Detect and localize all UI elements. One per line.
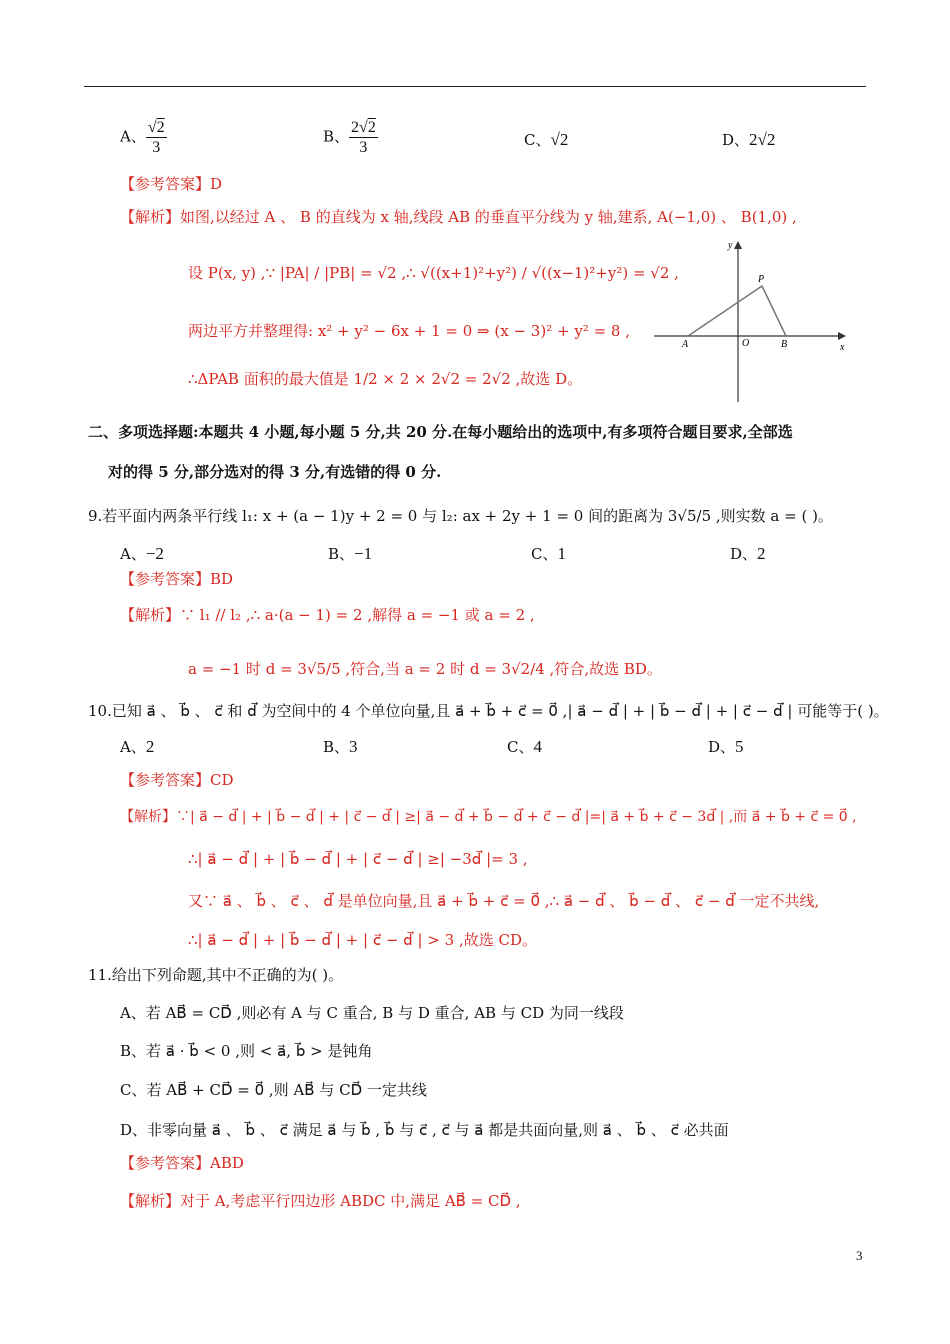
q9-option-c: C、1 — [531, 544, 566, 563]
q10-option-c: C、4 — [507, 737, 542, 756]
q8-option-b: B、 $\frac{2√2}{3}$ — [323, 119, 376, 156]
q11-answer: 【参考答案】ABD — [120, 1154, 244, 1172]
graph-b-label: B — [781, 339, 788, 350]
q9-analysis-1: 【解析】∵ l₁ // l₂ ,∴ a·(a − 1) = 2 ,解得 a = −1 或 a = 2 , — [120, 606, 535, 624]
q11-option-a: A、若 AB⃗ = CD⃗ ,则必有 A 与 C 重合, B 与 D 重合, AB 与 CD 为同一线段 — [120, 1004, 624, 1022]
q10-option-a: A、2 — [120, 737, 155, 756]
q8-analysis-1: 【解析】如图,以经过 A 、 B 的直线为 x 轴,线段 AB 的垂直平分线为 y 轴,建系, A(−1,0) 、 B(1,0) , — [120, 208, 797, 226]
y-axis-arrow — [734, 241, 742, 249]
q9-answer: 【参考答案】BD — [120, 570, 234, 588]
q9-stem: 9.若平面内两条平行线 l₁: x + (a − 1)y + 2 = 0 与 l₂: ax + 2y + 1 = 0 间的距离为 3√5/5 ,则实数 a = ( )。 — [88, 507, 833, 525]
q11-option-b: B、若 a⃗ · b⃗ < 0 ,则 < a⃗, b⃗ > 是钝角 — [120, 1042, 373, 1060]
q8-option-a-value: $\frac{√2}{3}$ — [147, 119, 165, 156]
triangle-pab — [688, 286, 786, 336]
q8-option-b-value: $\frac{2√2}{3}$ — [351, 119, 376, 156]
header-rule — [84, 86, 866, 87]
graph-o-label: O — [742, 338, 750, 349]
q10-analysis-2: ∴| a⃗ − d⃗ | + | b⃗ − d⃗ | + | c⃗ − d⃗ | ≥| −3d⃗ |= 3 , — [188, 850, 528, 868]
q10-option-d: D、5 — [708, 737, 744, 756]
q11-option-c: C、若 AB⃗ + CD⃗ = 0⃗ ,则 AB⃗ 与 CD⃗ 一定共线 — [120, 1081, 427, 1099]
q11-option-d: D、非零向量 a⃗ 、 b⃗ 、 c⃗ 满足 a⃗ 与 b⃗ , b⃗ 与 c⃗ , c⃗ 与 a⃗ 都是共面向量,则 a⃗ 、 b⃗ 、 c⃗ 必共面 — [120, 1121, 729, 1139]
q9-option-d: D、2 — [730, 544, 766, 563]
graph-y-label: y — [728, 240, 733, 251]
graph-x-label: x — [840, 342, 845, 353]
q8-analysis-2: 设 P(x, y) ,∵ |PA| / |PB| = √2 ,∴ √((x+1)²+y²) / √((x−1)²+y²) = √2 , — [188, 264, 679, 282]
q10-analysis-3: 又∵ a⃗ 、 b⃗ 、 c⃗ 、 d⃗ 是单位向量,且 a⃗ + b⃗ + c⃗ = 0⃗ ,∴ a⃗ − d⃗ 、 b⃗ − d⃗ 、 c⃗ − d⃗ 一定不共线, — [188, 892, 820, 910]
q9-option-a: A、−2 — [120, 544, 164, 563]
q11-stem: 11.给出下列命题,其中不正确的为( )。 — [88, 966, 344, 984]
q9-analysis-2: a = −1 时 d = 3√5/5 ,符合,当 a = 2 时 d = 3√2/4 ,符合,故选 BD。 — [188, 660, 662, 678]
graph-p-label: P — [758, 274, 765, 285]
page-number: 3 — [856, 1248, 863, 1263]
q8-answer: 【参考答案】D — [120, 175, 223, 193]
q8-analysis-3: 两边平方并整理得: x² + y² − 6x + 1 = 0 ⇒ (x − 3)² + y² = 8 , — [188, 322, 630, 340]
q10-answer: 【参考答案】CD — [120, 771, 234, 789]
coordinate-graph — [650, 236, 850, 404]
q8-option-d-value: 2√2 — [749, 130, 776, 149]
q8-analysis-4: ∴ΔPAB 面积的最大值是 1/2 × 2 × 2√2 = 2√2 ,故选 D。 — [188, 370, 583, 388]
q10-option-b: B、3 — [323, 737, 358, 756]
section2-heading-line2: 对的得 5 分,部分选对的得 3 分,有选错的得 0 分. — [108, 463, 442, 481]
q10-stem: 10.已知 a⃗ 、 b⃗ 、 c⃗ 和 d⃗ 为空间中的 4 个单位向量,且 a⃗ + b⃗ + c⃗ = 0⃗ ,| a⃗ − d⃗ | + | b⃗ − d⃗ | + | c⃗ − d⃗ | 可能等于( )。 — [88, 702, 889, 720]
section2-heading-line1: 二、多项选择题:本题共 4 小题,每小题 5 分,共 20 分.在每小题给出的选项中,有多项符合题目要求,全部选 — [88, 423, 793, 441]
q8-option-a: A、 $\frac{√2}{3}$ — [120, 119, 165, 156]
q8-option-c: C、√2 — [524, 130, 569, 149]
q11-analysis-1: 【解析】对于 A,考虑平行四边形 ABDC 中,满足 AB⃗ = CD⃗ , — [120, 1192, 521, 1210]
q8-option-d: D、2√2 — [722, 130, 776, 149]
q8-option-c-value: √2 — [550, 130, 569, 149]
q10-analysis-4: ∴| a⃗ − d⃗ | + | b⃗ − d⃗ | + | c⃗ − d⃗ | > 3 ,故选 CD。 — [188, 931, 537, 949]
graph-a-label: A — [682, 339, 689, 350]
q9-option-b: B、−1 — [328, 544, 373, 563]
x-axis-arrow — [838, 332, 846, 340]
q10-analysis-1: 【解析】∵| a⃗ − d⃗ | + | b⃗ − d⃗ | + | c⃗ − d⃗ | ≥| a⃗ − d⃗ + b⃗ − d⃗ + c⃗ − d⃗ |=| a⃗ + b⃗ + c⃗ − 3d⃗ | ,而 a⃗ + b⃗ + c⃗ = 0⃗ , — [120, 809, 857, 825]
